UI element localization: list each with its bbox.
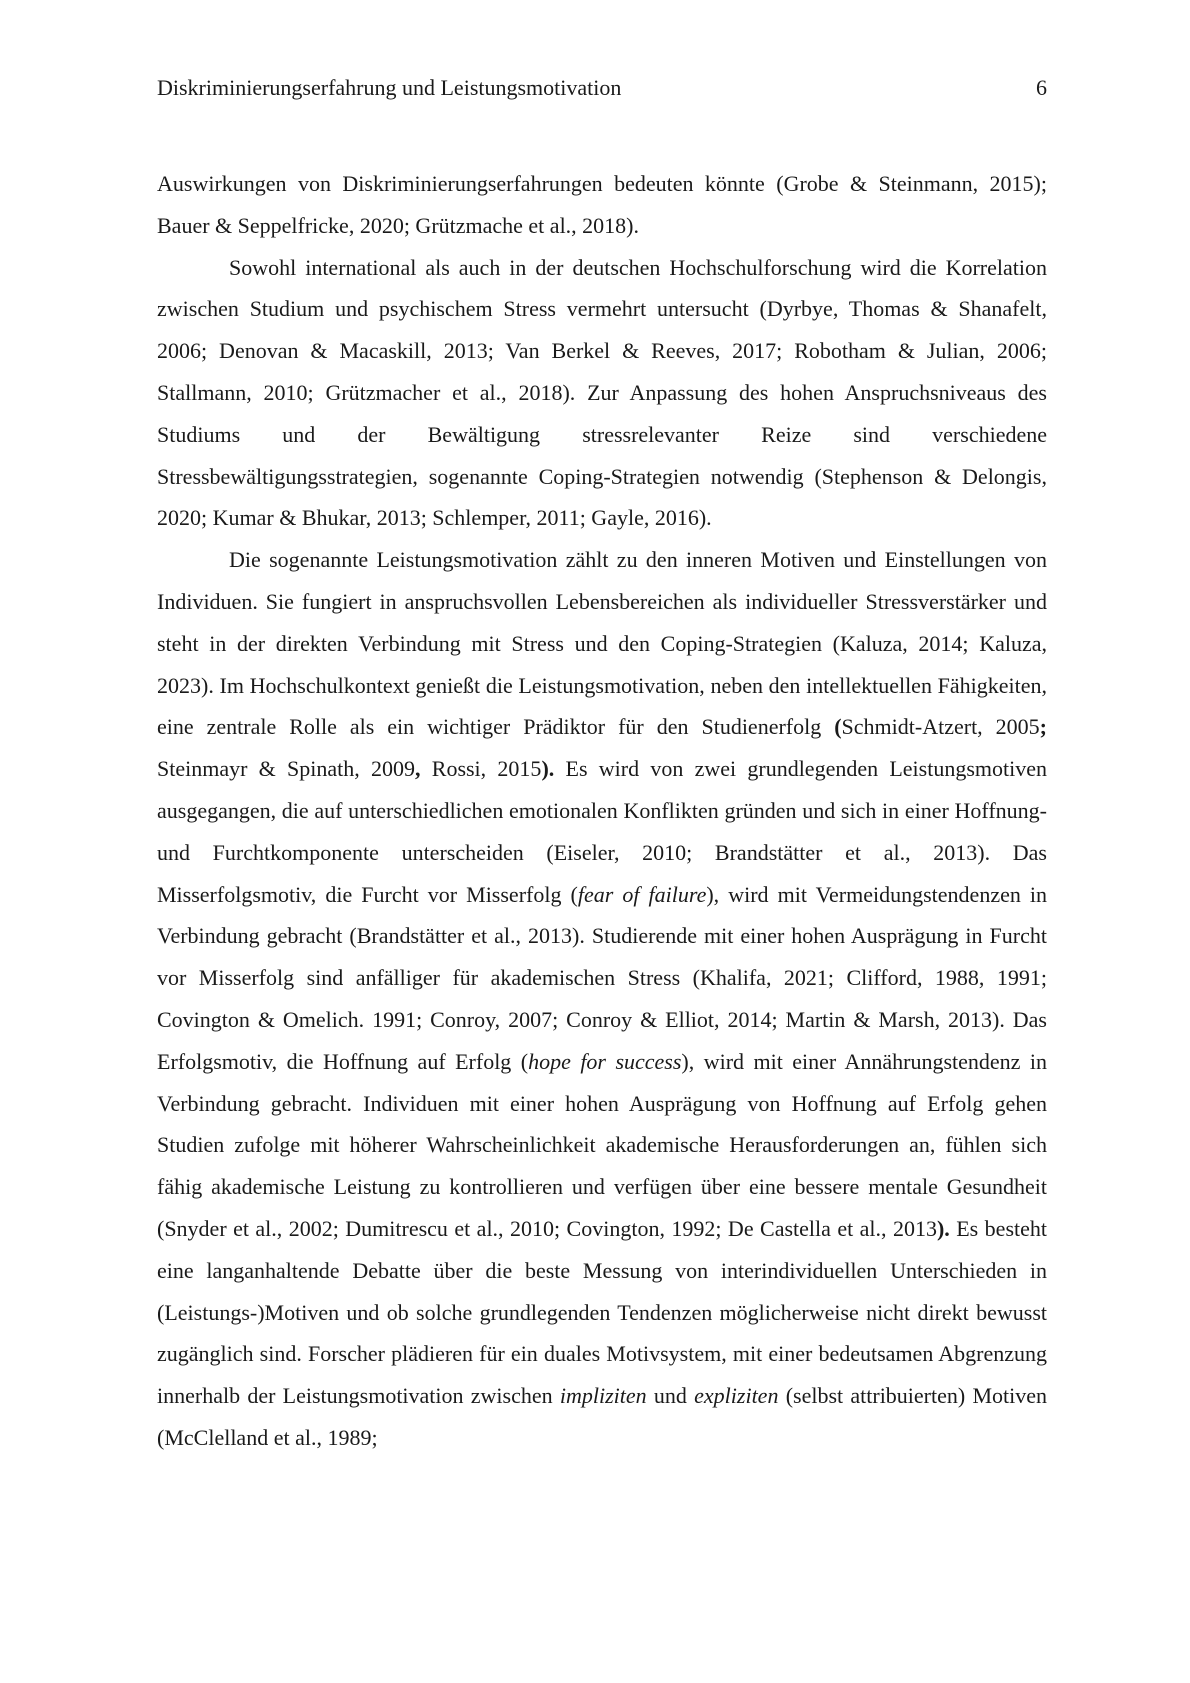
italic-text-segment: impliziten [559, 1383, 647, 1409]
body-text [157, 163, 1047, 1459]
bold-text-segment: ). [541, 756, 555, 782]
text-segment: und [646, 1383, 695, 1409]
running-title: Diskriminierungserfahrung und Leistungsmotivation [157, 75, 622, 100]
text-segment: ), wird mit Vermeidungstendenzen in Verbindung gebracht (Brandstätter et al., 2013). Studierende mit einer hohen Ausprägung in Furcht vor Misserfolg sind anfälliger für akademischen Stress (Khalifa, 2021; Clifford, 1988, 1991; Covington & Omelich. 1991; Conroy, 2007; Conroy & Elliot, 2014; Martin & Marsh, 2013). Das Erfolgsmotiv, die Hoffnung auf Erfolg ( [157, 881, 1048, 1074]
text-segment: Rossi, 2015 [420, 756, 542, 782]
bold-text-segment: ). [936, 1215, 950, 1241]
paragraph-2 [157, 247, 1047, 540]
bold-text-segment: ; [1039, 714, 1047, 740]
italic-text-segment: expliziten [694, 1383, 779, 1409]
text-segment: Auswirkungen von Diskriminierungserfahrungen bedeuten könnte (Grobe & Steinmann, 2015); Bauer & Seppelfricke, 2020; Grützmache et al., 2018). [157, 171, 1047, 238]
text-segment: Sowohl international als auch in der deutschen Hochschulforschung wird die Korrelation zwischen Studium und psychischem Stress vermehrt untersucht (Dyrbye, Thomas & Shanafelt, 2006; Denovan & Macaskill, 2013; Van Berkel & Reeves, 2017; Robotham & Julian, 2006; Stallmann, 2010; Grützmacher et al., 2018). Zur Anpassung des hohen Anspruchsniveaus des Studiums und der Bewältigung stressrelevanter Reize sind verschiedene Stressbewältigungsstrategien, sogenannte Coping-Strategien notwendig (Stephenson & Delongis, 2020; Kumar & Bhukar, 2013; Schlemper, 2011; Gayle, 2016). [157, 254, 1047, 531]
text-segment: Schmidt-Atzert, 2005 [841, 714, 1040, 740]
italic-text-segment: hope for success [528, 1048, 682, 1074]
bold-text-segment: ( [834, 714, 842, 740]
text-segment: Die sogenannte Leistungsmotivation zählt zu den inneren Motiven und Einstellungen von Individuen. Sie fungiert in anspruchsvollen Lebensbereichen als individueller Stressverstärker und steht in der direkten Verbindung mit Stress und den Coping-Strategien (Kaluza, 2014; Kaluza, 2023). Im Hochschulkontext genießt die Leistungsmotivation, neben den intellektuellen Fähigkeiten, eine zentrale Rolle als ein wichtiger Prädiktor für den Studienerfolg [157, 547, 1047, 740]
italic-text-segment: fear of failure [577, 881, 707, 907]
text-segment: ), wird mit einer Annährungstendenz in Verbindung gebracht. Individuen mit einer hohen Ausprägung von Hoffnung auf Erfolg gehen Studien zufolge mit höherer Wahrscheinlichkeit akademische Herausforderungen an, fühlen sich fähig akademische Leistung zu kontrollieren und verfügen über eine bessere mentale Gesundheit (Snyder et al., 2002; Dumitrescu et al., 2010; Covington, 1992; De Castella et al., 2013 [157, 1048, 1047, 1241]
text-segment: (selbst attribuierten) Motiven (McClelland et al., 1989; [157, 1383, 1048, 1450]
text-segment: Es wird von zwei grundlegenden Leistungsmotiven ausgegangen, die auf unterschiedlichen emotionalen Konflikten gründen und sich in einer Hoffnung- und Furchtkomponente unterscheiden (Eiseler, 2010; Brandstätter et al., 2013). Das Misserfolgsmotiv, die Furcht vor Misserfolg ( [157, 756, 1047, 907]
paragraph-1 [157, 163, 1047, 247]
paragraph-3 [157, 539, 1047, 1459]
bold-text-segment: , [415, 756, 421, 782]
text-segment: Es besteht eine langanhaltende Debatte über die beste Messung von interindividuellen Unterschieden in (Leistungs-)Motiven und ob solche grundlegenden Tendenzen möglicherweise nicht direkt bewusst zugänglich sind. Forscher plädieren für ein duales Motivsystem, mit einer bedeutsamen Abgrenzung innerhalb der Leistungsmotivation zwischen [157, 1215, 1047, 1409]
page-number: 6 [1036, 75, 1047, 100]
text-segment: Steinmayr & Spinath, 2009 [157, 756, 416, 782]
running-header [157, 68, 1047, 108]
